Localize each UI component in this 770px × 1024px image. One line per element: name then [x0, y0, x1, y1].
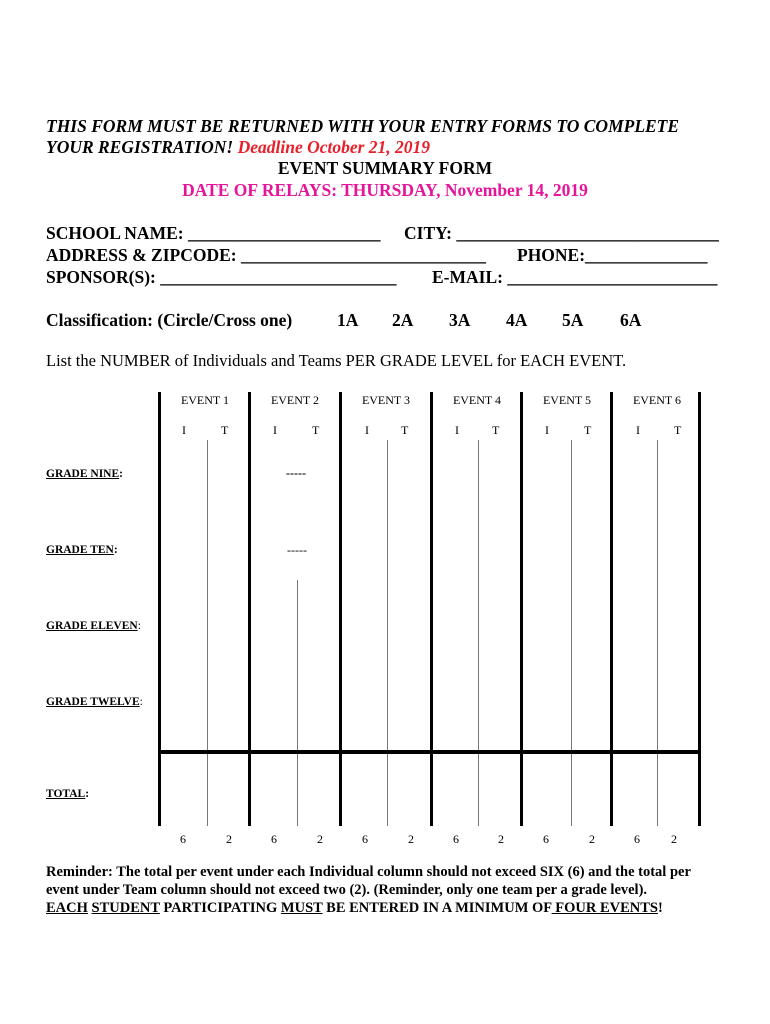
- table-border-left: [158, 392, 161, 826]
- city-field[interactable]: CITY: ______________________________: [404, 223, 719, 243]
- limit-team: 2: [498, 832, 504, 846]
- individual-header: I: [455, 423, 459, 437]
- grade-ten-dash: -----: [287, 543, 307, 557]
- form-title: EVENT SUMMARY FORM: [277, 158, 493, 178]
- header-line-2: [46, 137, 430, 158]
- team-header: T: [312, 423, 320, 437]
- limit-team: 2: [671, 832, 677, 846]
- event-1-header: EVENT 1: [180, 393, 230, 407]
- table-border-right: [698, 392, 701, 826]
- limit-team: 2: [408, 832, 414, 846]
- event-4-header: EVENT 4: [452, 393, 502, 407]
- column-divider: [339, 392, 342, 826]
- it-divider: [571, 440, 572, 826]
- header-registration: YOUR REGISTRATION!: [46, 137, 234, 157]
- relay-date: DATE OF RELAYS: THURSDAY, November 14, 2019: [182, 180, 588, 200]
- column-divider: [520, 392, 523, 826]
- class-option-2a[interactable]: 2A: [392, 310, 414, 330]
- reminder-line-1: Reminder: The total per event under each Individual column should not exceed SIX (6) and the total per: [46, 864, 691, 880]
- column-divider: [430, 392, 433, 826]
- reminder-line-2: event under Team column should not exceed two (2). (Reminder, only one team per a grade level).: [46, 882, 648, 898]
- team-header: T: [221, 423, 229, 437]
- grade-twelve-label: GRADE TWELVE:: [46, 696, 143, 708]
- sponsor-field[interactable]: SPONSOR(S): ___________________________: [46, 267, 397, 287]
- limit-team: 2: [226, 832, 232, 846]
- phone-field[interactable]: PHONE:______________: [517, 245, 708, 265]
- deadline-text: Deadline October 21, 2019: [237, 137, 431, 157]
- limit-team: 2: [589, 832, 595, 846]
- total-separator: [158, 750, 701, 754]
- grade-ten-label: GRADE TEN:: [46, 544, 118, 556]
- class-option-1a[interactable]: 1A: [337, 310, 359, 330]
- header-line-1: THIS FORM MUST BE RETURNED WITH YOUR ENTRY FORMS TO COMPLETE: [46, 116, 680, 136]
- limit-individual: 6: [634, 832, 640, 846]
- total-label: TOTAL:: [46, 788, 90, 800]
- grade-nine-dash: -----: [286, 466, 306, 480]
- event-5-header: EVENT 5: [542, 393, 592, 407]
- limit-team: 2: [317, 832, 323, 846]
- team-header: T: [401, 423, 409, 437]
- classification-label: Classification: (Circle/Cross one): [46, 310, 293, 330]
- school-name-field[interactable]: SCHOOL NAME: ______________________: [46, 223, 381, 243]
- class-option-5a[interactable]: 5A: [562, 310, 584, 330]
- limit-individual: 6: [453, 832, 459, 846]
- address-field[interactable]: ADDRESS & ZIPCODE: ____________________________: [46, 245, 486, 265]
- class-option-4a[interactable]: 4A: [506, 310, 528, 330]
- grade-nine-label: GRADE NINE:: [46, 468, 124, 480]
- limit-individual: 6: [271, 832, 277, 846]
- it-divider: [387, 440, 388, 826]
- grade-eleven-label: GRADE ELEVEN:: [46, 620, 141, 632]
- class-option-6a[interactable]: 6A: [620, 310, 642, 330]
- individual-header: I: [182, 423, 186, 437]
- individual-header: I: [365, 423, 369, 437]
- column-divider: [248, 392, 251, 826]
- individual-header: I: [273, 423, 277, 437]
- limit-individual: 6: [362, 832, 368, 846]
- event-2-header: EVENT 2: [270, 393, 320, 407]
- instruction-text: List the NUMBER of Individuals and Teams PER GRADE LEVEL for EACH EVENT.: [46, 351, 627, 370]
- team-header: T: [674, 423, 682, 437]
- it-divider: [297, 580, 298, 826]
- it-divider: [478, 440, 479, 826]
- individual-header: I: [636, 423, 640, 437]
- event-6-header: EVENT 6: [632, 393, 682, 407]
- limit-individual: 6: [180, 832, 186, 846]
- email-field[interactable]: E-MAIL: ________________________: [432, 267, 718, 287]
- reminder-line-3: EACH STUDENT PARTICIPATING MUST BE ENTERED IN A MINIMUM OF FOUR EVENTS!: [46, 900, 663, 916]
- limit-individual: 6: [543, 832, 549, 846]
- individual-header: I: [545, 423, 549, 437]
- it-divider: [657, 440, 658, 826]
- event-3-header: EVENT 3: [361, 393, 411, 407]
- team-header: T: [584, 423, 592, 437]
- column-divider: [610, 392, 613, 826]
- it-divider: [207, 440, 208, 826]
- team-header: T: [492, 423, 500, 437]
- class-option-3a[interactable]: 3A: [449, 310, 471, 330]
